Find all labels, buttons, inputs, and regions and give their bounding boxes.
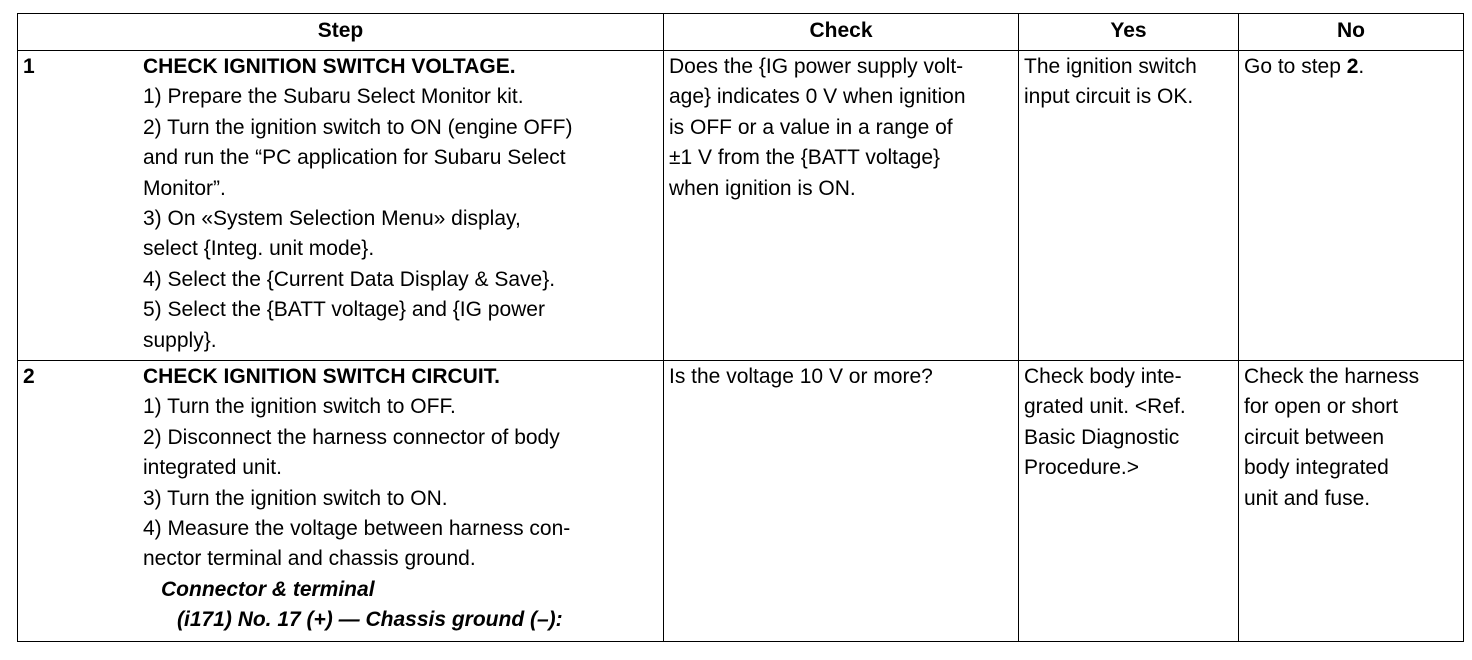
no-line: Check the harness bbox=[1244, 365, 1420, 388]
step-line: 5) Select the {BATT voltage} and {IG power bbox=[143, 298, 545, 322]
header-check: Check bbox=[664, 14, 1019, 51]
header-step: Step bbox=[18, 14, 664, 51]
step-line: 3) On «System Selection Menu» display, bbox=[143, 207, 521, 231]
header-yes: Yes bbox=[1019, 14, 1239, 51]
yes-line: Procedure.> bbox=[1024, 456, 1139, 480]
step-line: 2) Turn the ignition switch to ON (engine OFF) bbox=[143, 115, 573, 139]
diagnostic-table bbox=[17, 13, 1464, 642]
table-row bbox=[18, 51, 1464, 361]
check-line: ±1 V from the {BATT voltage} bbox=[669, 146, 941, 170]
step-cell bbox=[18, 361, 664, 642]
spec-label: Connector & terminal bbox=[161, 577, 375, 601]
spec-value: (i171) No. 17 (+) — Chassis ground (–): bbox=[177, 608, 563, 632]
step-line: select {Integ. unit mode}. bbox=[143, 237, 375, 261]
step-line: and run the “PC application for Subaru Select bbox=[143, 146, 566, 170]
table-row bbox=[18, 361, 1464, 642]
yes-line: grated unit. <Ref. bbox=[1024, 395, 1186, 419]
step-line: 1) Turn the ignition switch to OFF. bbox=[143, 395, 456, 419]
step-title: CHECK IGNITION SWITCH VOLTAGE. bbox=[143, 55, 516, 78]
no-line: unit and fuse. bbox=[1244, 486, 1371, 510]
check-cell bbox=[664, 51, 1019, 361]
no-line: body integrated bbox=[1244, 456, 1389, 480]
no-cell bbox=[1239, 361, 1464, 642]
yes-cell bbox=[1019, 51, 1239, 361]
step-cell bbox=[18, 51, 664, 361]
yes-line: The ignition switch bbox=[1024, 55, 1197, 78]
step-line: 4) Measure the voltage between harness con- bbox=[143, 517, 571, 541]
step-line: Monitor”. bbox=[143, 176, 226, 200]
yes-line: Check body inte- bbox=[1024, 365, 1182, 388]
check-cell bbox=[664, 361, 1019, 642]
check-line: when ignition is ON. bbox=[669, 176, 856, 200]
no-step-link: 2 bbox=[1346, 55, 1359, 78]
step-line: 3) Turn the ignition switch to ON. bbox=[143, 486, 448, 510]
yes-cell bbox=[1019, 361, 1239, 642]
no-line: for open or short bbox=[1244, 395, 1399, 419]
step-title: CHECK IGNITION SWITCH CIRCUIT. bbox=[143, 365, 500, 388]
step-line: 1) Prepare the Subaru Select Monitor kit. bbox=[143, 85, 524, 109]
header-no: No bbox=[1239, 14, 1464, 51]
no-suffix: . bbox=[1358, 55, 1365, 78]
check-line: Is the voltage 10 V or more? bbox=[669, 365, 933, 388]
step-line: 2) Disconnect the harness connector of body bbox=[143, 425, 560, 449]
step-number: 2 bbox=[23, 365, 35, 388]
check-line: Does the {IG power supply volt- bbox=[669, 55, 964, 78]
no-prefix: Go to step bbox=[1244, 55, 1347, 78]
header-row bbox=[18, 14, 1464, 51]
step-line: supply}. bbox=[143, 328, 217, 352]
no-line: circuit between bbox=[1244, 425, 1385, 449]
no-cell bbox=[1239, 51, 1464, 361]
step-line: 4) Select the {Current Data Display & Save}. bbox=[143, 267, 556, 291]
step-line: nector terminal and chassis ground. bbox=[143, 547, 476, 571]
step-number: 1 bbox=[23, 55, 35, 78]
check-line: age} indicates 0 V when ignition bbox=[669, 85, 966, 109]
check-line: is OFF or a value in a range of bbox=[669, 115, 953, 139]
yes-line: Basic Diagnostic bbox=[1024, 425, 1180, 449]
yes-line: input circuit is OK. bbox=[1024, 85, 1194, 109]
no-line bbox=[1244, 52, 1458, 82]
step-line: integrated unit. bbox=[143, 456, 282, 480]
